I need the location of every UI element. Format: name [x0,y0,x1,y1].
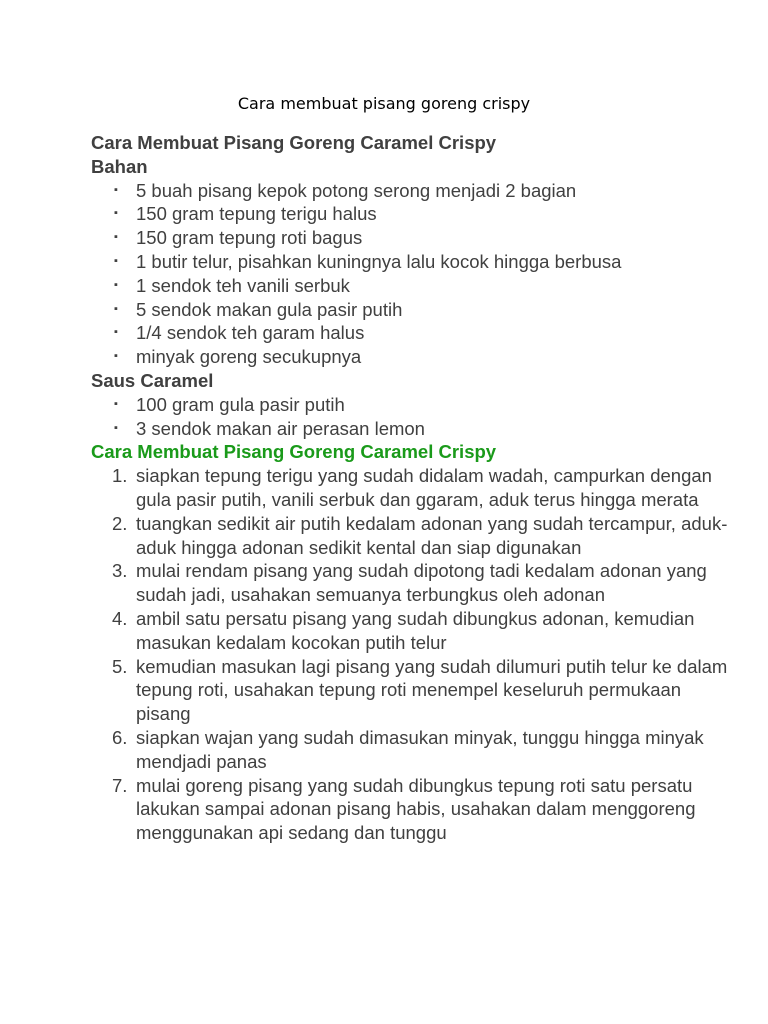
square-bullet-icon: ▪ [114,278,118,291]
square-bullet-icon: ▪ [114,350,118,363]
step-item [91,655,731,726]
square-bullet-icon: ▪ [114,302,118,315]
step-text: mulai rendam pisang yang sudah dipotong tadi kedalam adonan yang sudah jadi, usahakan semuanya terbungkus oleh adonan [136,560,707,606]
ingredients-heading: Bahan [91,155,148,177]
list-item: ▪ minyak goreng secukupnya [114,346,362,368]
step-item [91,512,731,560]
step-text: kemudian masukan lagi pisang yang sudah dilumuri putih telur ke dalam tepung roti, usahakan tepung roti menempel keseluruh permukaan pisang [136,655,728,725]
square-bullet-icon: ▪ [114,326,118,339]
step-item [91,607,731,655]
list-item: ▪ 150 gram tepung terigu halus [114,203,377,225]
list-item: ▪ 1 sendok teh vanili serbuk [114,274,350,296]
steps-heading: Cara Membuat Pisang Goreng Caramel Crispy [91,441,497,463]
square-bullet-icon: ▪ [114,397,118,410]
list-item: ▪ 5 buah pisang kepok potong serong menjadi 2 bagian [114,179,577,201]
step-number: 2. [112,512,128,534]
recipe-content [91,131,731,845]
step-text: siapkan tepung terigu yang sudah didalam wadah, campurkan dengan gula pasir putih, vanili serbuk dan ggaram, aduk terus hingga merata [136,465,712,510]
list-item: ▪ 5 sendok makan gula pasir putih [114,298,403,320]
square-bullet-icon: ▪ [114,183,118,196]
ingredients-list [91,179,731,369]
step-item [91,559,731,607]
document-title: Cara membuat pisang goreng crispy [237,94,531,113]
step-item [91,464,731,512]
sauce-list [91,393,731,441]
step-text: tuangkan sedikit air putih kedalam adonan yang sudah tercampur, aduk-aduk hingga adonan sedikit kental dan siap digunakan [136,512,728,558]
step-number: 3. [112,560,128,582]
step-text: siapkan wajan yang sudah dimasukan minyak, tunggu hingga minyak mendjadi panas [136,726,704,772]
square-bullet-icon: ▪ [114,254,118,267]
step-text: ambil satu persatu pisang yang sudah dibungkus adonan, kemudian masukan kedalam kocokan putih telur [136,607,695,653]
step-text: mulai goreng pisang yang sudah dibungkus tepung roti satu persatu lakukan sampai adonan pisang habis, usahakan dalam menggoreng menggunakan api sedang dan tunggu [136,774,696,844]
list-item: ▪ 1/4 sendok teh garam halus [114,322,365,344]
step-number: 7. [112,774,128,796]
list-item: ▪ 1 butir telur, pisahkan kuningnya lalu kocok hingga berbusa [114,250,622,272]
step-item [91,774,731,845]
list-item: ▪ 150 gram tepung roti bagus [114,227,363,249]
square-bullet-icon: ▪ [114,421,118,434]
square-bullet-icon: ▪ [114,207,118,220]
step-number: 5. [112,655,128,677]
step-number: 1. [112,465,128,487]
recipe-heading: Cara Membuat Pisang Goreng Caramel Crispy [91,132,497,153]
steps-list [91,464,731,845]
sauce-heading: Saus Caramel [91,369,214,391]
square-bullet-icon: ▪ [114,231,118,244]
step-number: 6. [112,726,128,748]
step-item [91,726,731,774]
step-number: 4. [112,607,128,629]
list-item: ▪ 3 sendok makan air perasan lemon [114,417,425,439]
list-item: ▪ 100 gram gula pasir putih [114,393,345,415]
